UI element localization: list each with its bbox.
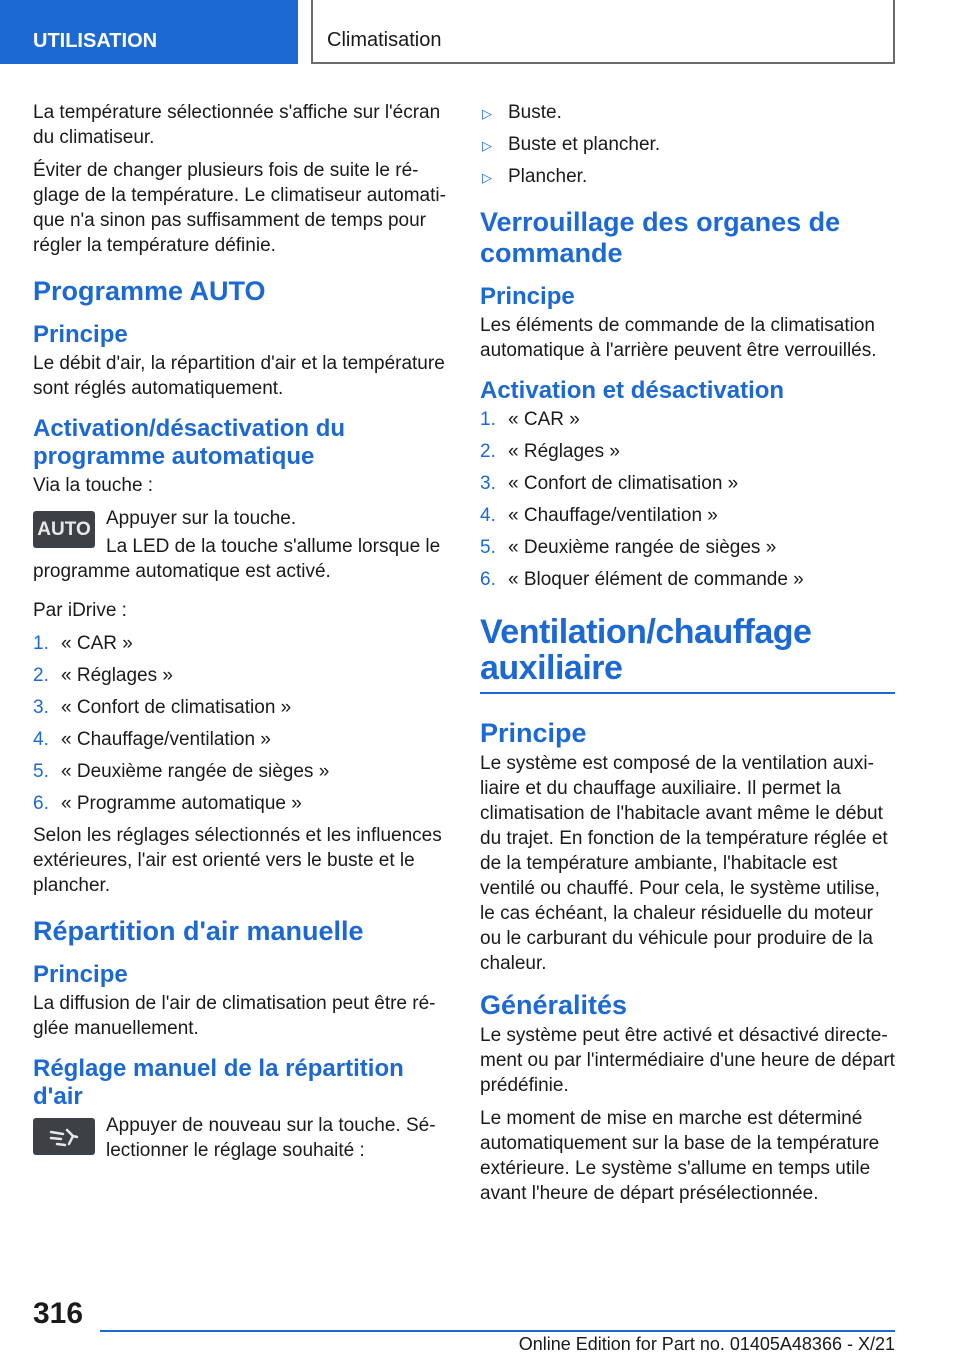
- heading-manual-setting: Réglage manuel de la répartition d'air: [33, 1055, 404, 1110]
- footer-divider: [100, 1330, 895, 1332]
- paragraph-press-again: Appuyer de nouveau sur la touche. Sélectionner le réglage souhaité :: [106, 1115, 436, 1161]
- step-text: « Bloquer élément de commande »: [508, 569, 804, 590]
- auto-button-icon: AUTO: [33, 511, 95, 548]
- paragraph-avoid: Éviter de changer plusieurs fois de suite le réglage de la température. Le climatiseur automatique n'a sinon pas suffisamment de temps pour régler la température définie.: [33, 160, 446, 256]
- section-tab: UTILISATION: [0, 0, 298, 64]
- step-text: « CAR »: [61, 633, 133, 654]
- paragraph-diffusion: La diffusion de l'air de climatisation peut être réglée manuellement.: [33, 993, 436, 1039]
- heading-activation: Activation/désactivation du programme automatique: [33, 415, 346, 470]
- triangle-bullet-icon: ▷: [482, 106, 492, 121]
- option-text: Buste.: [508, 102, 562, 123]
- list-item: [33, 727, 451, 752]
- heading-activation-deactivation: Activation et désactivation: [480, 377, 785, 404]
- option-text: Plancher.: [508, 166, 588, 187]
- step-number: 6.: [33, 793, 49, 814]
- airflow-button-row: [33, 1113, 451, 1163]
- step-text: « Deuxième rangée de sièges »: [61, 761, 330, 782]
- lock-steps-list: [480, 407, 895, 592]
- idrive-steps-list: [33, 631, 451, 816]
- list-item: [33, 695, 451, 720]
- page-number: 316: [33, 1297, 84, 1330]
- list-item: [33, 663, 451, 688]
- step-text: « Deuxième rangée de sièges »: [508, 537, 777, 558]
- paragraph-lock: Les éléments de commande de la climatisation automatique à l'arrière peuvent être verrouillés.: [480, 315, 877, 361]
- option-text: Buste et plancher.: [508, 134, 661, 155]
- list-item: [480, 132, 895, 157]
- airflow-distribution-icon: [33, 1118, 95, 1155]
- paragraph-via-button: Via la touche :: [33, 475, 154, 496]
- step-number: 1.: [33, 633, 49, 654]
- heading-lock-controls: Verrouillage des organes de commande: [480, 207, 841, 268]
- step-number: 3.: [33, 697, 49, 718]
- paragraph-auto-principle: Le débit d'air, la répartition d'air et la température sont réglés automatiquement.: [33, 353, 445, 399]
- step-number: 6.: [480, 569, 496, 590]
- step-number: 2.: [33, 665, 49, 686]
- step-text: « Programme automatique »: [61, 793, 302, 814]
- step-number: 5.: [33, 761, 49, 782]
- step-number: 2.: [480, 441, 496, 462]
- list-item: [480, 164, 895, 189]
- step-number: 1.: [480, 409, 496, 430]
- step-text: « Chauffage/ventilation »: [61, 729, 271, 750]
- heading-principle-2: Principe: [33, 961, 128, 988]
- heading-principle-3: Principe: [480, 283, 575, 310]
- paragraph-press: Appuyer sur la touche.: [106, 508, 297, 529]
- paragraph-system: Le système est composé de la ventilation auxiliaire et du chauffage auxiliaire. Il permet la climatisation de l'habitacle avant même le début du trajet. En fonction de la température réglée et de la température ambiante, l'habitacle est ventilé ou chauffé. Pour cela, le système utilise, le cas échéant, la chaleur résiduelle du moteur ou le carburant du véhicule pour produire de la chaleur.: [480, 753, 888, 974]
- auto-button-row: [33, 506, 451, 556]
- step-number: 5.: [480, 537, 496, 558]
- list-item: [480, 535, 895, 560]
- list-item: [480, 503, 895, 528]
- step-number: 4.: [480, 505, 496, 526]
- paragraph-display: La température sélectionnée s'affiche sur l'écran du climatiseur.: [33, 102, 441, 148]
- list-item: [33, 759, 451, 784]
- heading-generalities: Généralités: [480, 990, 628, 1020]
- step-text: « Réglages »: [61, 665, 173, 686]
- step-text: « CAR »: [508, 409, 580, 430]
- step-text: « Confort de climatisation »: [508, 473, 739, 494]
- heading-principle-4: Principe: [480, 718, 587, 748]
- left-column: [33, 100, 451, 1169]
- step-number: 3.: [480, 473, 496, 494]
- list-item: [480, 439, 895, 464]
- heading-principle: Principe: [33, 321, 128, 348]
- list-item: [480, 100, 895, 125]
- edition-note: Online Edition for Part no. 01405A48366 - X/21: [518, 1334, 895, 1354]
- heading-manual-distribution: Répartition d'air manuelle: [33, 916, 364, 946]
- right-column: [480, 100, 895, 1214]
- heading-auto-program: Programme AUTO: [33, 276, 266, 306]
- step-text: « Confort de climatisation »: [61, 697, 292, 718]
- paragraph-led: La LED de la touche s'allume lorsque le programme automatique est activé.: [33, 536, 441, 582]
- step-number: 4.: [33, 729, 49, 750]
- list-item: [33, 631, 451, 656]
- heading-auxiliary-ventilation: Ventilation/chauffage auxiliaire: [480, 614, 895, 694]
- paragraph-selon: Selon les réglages sélectionnés et les influences extérieures, l'air est orienté vers le buste et le plancher.: [33, 825, 442, 896]
- airflow-options-list: [480, 100, 895, 189]
- paragraph-activate: Le système peut être activé et désactivé directement ou par l'intermédiaire d'une heure de départ prédéfinie.: [480, 1025, 895, 1096]
- list-item: [480, 407, 895, 432]
- step-text: « Réglages »: [508, 441, 620, 462]
- list-item: [480, 471, 895, 496]
- triangle-bullet-icon: ▷: [482, 170, 492, 185]
- paragraph-moment: Le moment de mise en marche est déterminé automatiquement sur la base de la température extérieure. Le système s'allume en temps utile avant l'heure de départ présélectionnée.: [480, 1108, 880, 1204]
- chapter-title: Climatisation: [311, 0, 895, 64]
- paragraph-idrive: Par iDrive :: [33, 600, 127, 621]
- step-text: « Chauffage/ventilation »: [508, 505, 718, 526]
- triangle-bullet-icon: ▷: [482, 138, 492, 153]
- list-item: [33, 791, 451, 816]
- list-item: [480, 567, 895, 592]
